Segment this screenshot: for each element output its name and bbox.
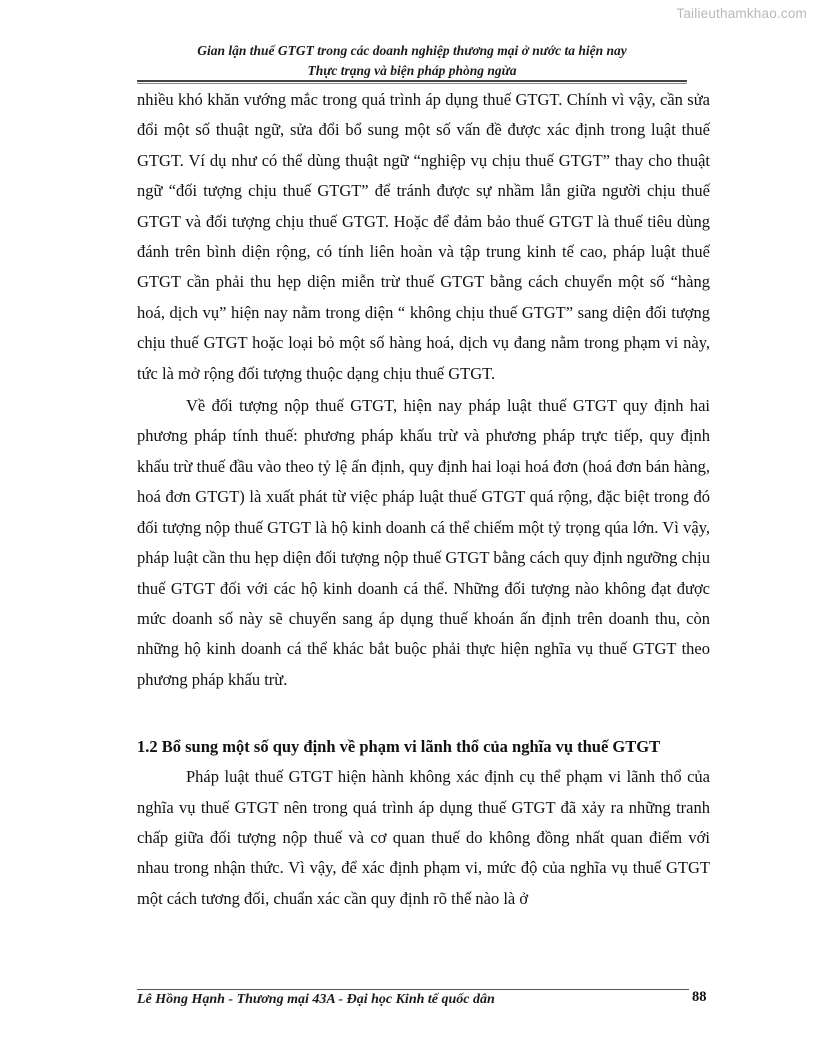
running-header bbox=[137, 41, 687, 81]
header-subtitle: Thực trạng và biện pháp phòng ngừa bbox=[307, 63, 517, 78]
paragraph-3: Pháp luật thuế GTGT hiện hành không xác định cụ thể phạm vi lãnh thổ của nghĩa vụ thuế GTGT nên trong quá trình áp dụng thuế GTGT đã xảy ra những tranh chấp giữa đối tượng nộp thuế và cơ quan thuế do không đồng nhất quan điểm với nhau trong nhận thức. Vì vậy, để xác định phạm vi, mức độ của nghĩa vụ thuế GTGT một cách tương đối, chuẩn xác cần quy định rõ thế nào là ở bbox=[137, 767, 710, 908]
footer-author-line: Lê Hồng Hạnh - Thương mại 43A - Đại học Kinh tế quốc dân bbox=[137, 992, 495, 1007]
paragraph-1: nhiều khó khăn vướng mắc trong quá trình áp dụng thuế GTGT. Chính vì vậy, cần sửa đổi một số thuật ngữ, sửa đổi bổ sung một số vấn đề được xác định trong luật thuế GTGT. Ví dụ như có thể dùng thuật ngữ “nghiệp vụ chịu thuế GTGT” thay cho thuật ngữ “đối tượng chịu thuế GTGT” để tránh được sự nhầm lẫn giữa người chịu thuế GTGT và đối tượng chịu thuế GTGT. Hoặc để đảm bảo thuế GTGT là thuế tiêu dùng đánh trên bình diện rộng, có tính liên hoàn và tập trung kinh tế cao, pháp luật thuế GTGT cần phải thu hẹp diện miễn trừ thuế GTGT bằng cách chuyển một số “hàng hoá, dịch vụ” hiện nay nằm trong diện “ không chịu thuế GTGT” sang diện đối tượng chịu thuế GTGT hoặc loại bỏ một số hàng hoá, dịch vụ đang nằm trong phạm vi này, tức là mở rộng đối tượng thuộc dạng chịu thuế GTGT. bbox=[137, 90, 710, 383]
header-title: Gian lận thuế GTGT trong các doanh nghiệp thương mại ở nước ta hiện nay bbox=[197, 43, 627, 58]
header-rule bbox=[137, 80, 687, 84]
page-number: 88 bbox=[692, 989, 707, 1005]
watermark: Tailieuthamkhao.com bbox=[676, 6, 807, 21]
footer-rule bbox=[137, 989, 689, 990]
document-body bbox=[137, 85, 710, 914]
section-heading: 1.2 Bổ sung một số quy định về phạm vi lãnh thổ của nghĩa vụ thuế GTGT bbox=[137, 737, 661, 757]
paragraph-2: Về đối tượng nộp thuế GTGT, hiện nay pháp luật thuế GTGT quy định hai phương pháp tính thuế: phương pháp khấu trừ và phương pháp trực tiếp, quy định khấu trừ thuế đầu vào theo tỷ lệ ấn định, quy định hai loại hoá đơn (hoá đơn bán hàng, hoá đơn GTGT) là xuất phát từ việc pháp luật thuế GTGT quá rộng, đặc biệt trong đó đối tượng nộp thuế GTGT là hộ kinh doanh cá thể chiếm một tỷ trọng qúa lớn. Vì vậy, pháp luật cần thu hẹp diện đối tượng nộp thuế GTGT bằng cách quy định ngưỡng chịu thuế GTGT đối với các hộ kinh doanh cá thể. Những đối tượng nào không đạt được mức doanh số này sẽ chuyển sang áp dụng thuế khoán ấn định trên doanh thu, còn những hộ kinh doanh cá thể khác bắt buộc phải thực hiện nghĩa vụ thuế GTGT theo phương pháp khấu trừ. bbox=[137, 396, 710, 689]
